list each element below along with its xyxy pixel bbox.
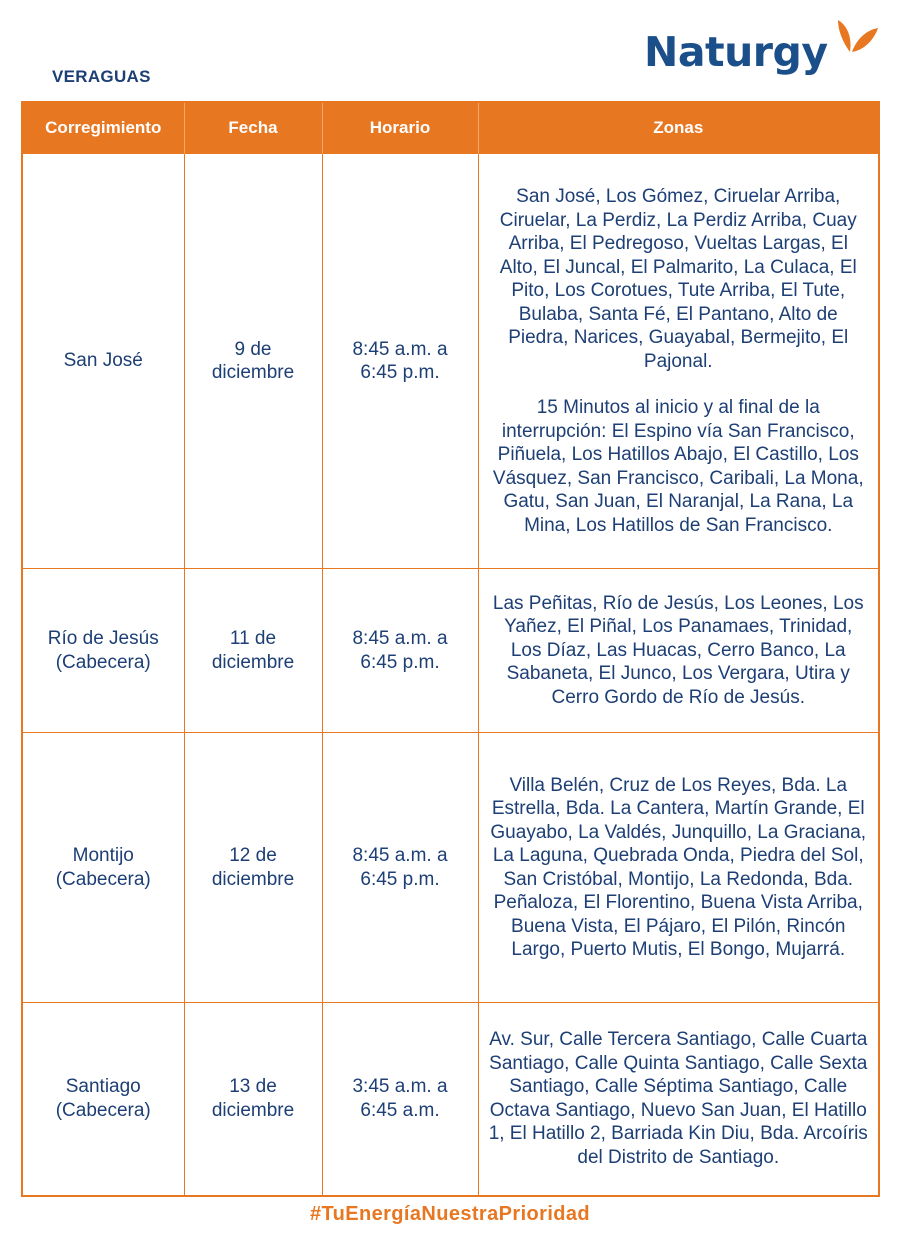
zonas-text: Villa Belén, Cruz de Los Reyes, Bda. La Estrella, Bda. La Cantera, Martín Grande, El Guayabo, La Valdés, Junquillo, La Graciana, La Laguna, Quebrada Onda, Piedra del Sol, San Cristóbal, Montijo, La Redonda, Bda. Peñaloza, El Florentino, Buena Vista Arriba, Buena Vista, El Pájaro, El Pilón, Rincón Largo, Puerto Mutis, El Bongo, Mujarrá.: [490, 774, 867, 960]
cell-corregimiento: Río de Jesús (Cabecera): [22, 569, 184, 733]
cell-corregimiento: Santiago (Cabecera): [22, 1003, 184, 1196]
naturgy-logo: [644, 18, 884, 84]
cell-horario: 8:45 a.m. a 6:45 p.m.: [322, 733, 478, 1003]
cell-corregimiento: San José: [22, 154, 184, 569]
cell-zonas: [478, 154, 879, 569]
zonas-text-secondary: 15 Minutos al inicio y al final de la interrupción: El Espino vía San Francisco, Piñuela, Los Hatillos Abajo, El Castillo, Los Vásquez, San Francisco, Caribali, La Mona, Gatu, San Juan, El Naranjal, La Rana, La Mina, Los Hatillos de San Francisco.: [492, 397, 864, 536]
butterfly-icon: [834, 18, 880, 64]
table-row: [22, 569, 879, 733]
table-row: [22, 154, 879, 569]
cell-fecha: 13 de diciembre: [184, 1003, 322, 1196]
table-row: [22, 733, 879, 1003]
column-header-fecha: Fecha: [184, 102, 322, 154]
column-header-zonas: Zonas: [478, 102, 879, 154]
column-header-corregimiento: Corregimiento: [22, 102, 184, 154]
cell-fecha: 11 de diciembre: [184, 569, 322, 733]
table-header-row: [22, 102, 879, 154]
cell-corregimiento: Montijo (Cabecera): [22, 733, 184, 1003]
cell-fecha: 12 de diciembre: [184, 733, 322, 1003]
cell-zonas: [478, 569, 879, 733]
cell-zonas: [478, 733, 879, 1003]
cell-horario: 3:45 a.m. a 6:45 a.m.: [322, 1003, 478, 1196]
zonas-text: Las Peñitas, Río de Jesús, Los Leones, Los Yañez, El Piñal, Los Panamaes, Trinidad, Los Díaz, Las Huacas, Cerro Banco, La Sabaneta, El Junco, Los Vergara, Utira y Cerro Gordo de Río de Jesús.: [492, 592, 864, 708]
zonas-text: Av. Sur, Calle Tercera Santiago, Calle Cuarta Santiago, Calle Quinta Santiago, Calle Sexta Santiago, Calle Séptima Santiago, Calle Octava Santiago, Nuevo San Juan, El Hatillo 1, El Hatillo 2, Barriada Kin Diu, Bda. Arcoíris del Distrito de Santiago.: [488, 1029, 868, 1168]
column-header-horario: Horario: [322, 102, 478, 154]
schedule-table: [21, 101, 880, 1197]
logo-wordmark: Naturgy: [644, 28, 828, 76]
cell-horario: 8:45 a.m. a 6:45 p.m.: [322, 154, 478, 569]
cell-horario: 8:45 a.m. a 6:45 p.m.: [322, 569, 478, 733]
table-row: [22, 1003, 879, 1196]
cell-fecha: 9 de diciembre: [184, 154, 322, 569]
zonas-text: San José, Los Gómez, Ciruelar Arriba, Ciruelar, La Perdiz, La Perdiz Arriba, Cuay Arriba, El Pedregoso, Vueltas Largas, El Alto, El Juncal, El Palmarito, La Culaca, El Pito, Los Corotues, Tute Arriba, El Tute, Bulaba, Santa Fé, El Pantano, Alto de Piedra, Narices, Guayabal, Bermejito, El Pajonal.: [499, 186, 857, 372]
region-title: VERAGUAS: [52, 67, 151, 86]
cell-zonas: [478, 1003, 879, 1196]
campaign-hashtag: #TuEnergíaNuestraPrioridad: [309, 1203, 591, 1225]
